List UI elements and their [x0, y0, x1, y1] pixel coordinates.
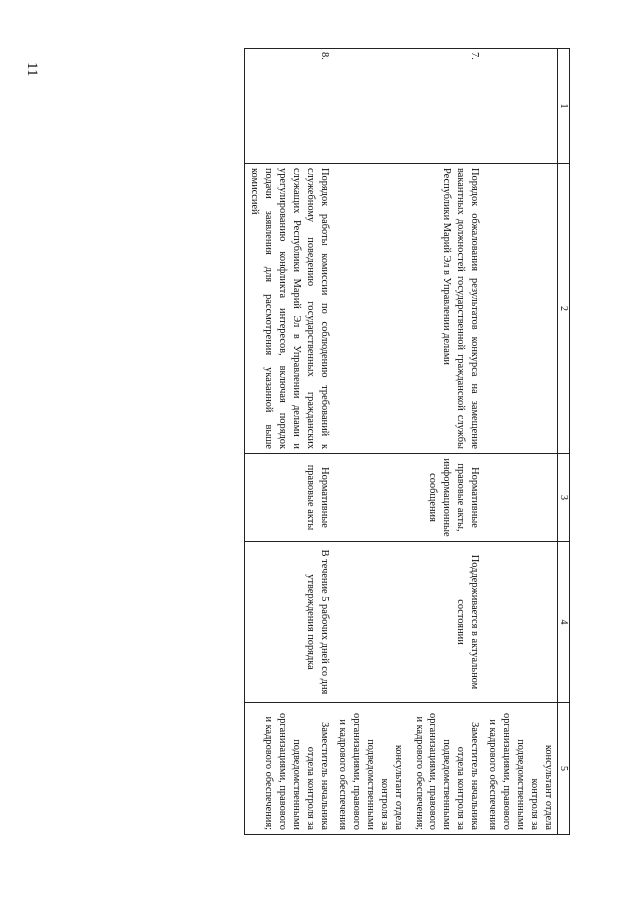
header-col-5: 5	[558, 703, 570, 835]
row-responsible: Заместитель начальника отдела контроля за подведомственными организациями, правового и кадрового обеспечения;	[245, 703, 333, 835]
header-col-3: 3	[558, 454, 570, 542]
row-name: Порядок обжалования результатов конкурса на замещение вакантных должностей государственной гражданской службы Республики Марий Эл в Управлении делами	[333, 164, 483, 454]
row-form: Нормативные правовые акты, информационные сообщения	[333, 454, 483, 542]
table-row	[333, 49, 483, 835]
header-col-2: 2	[558, 164, 570, 454]
table-row	[483, 49, 557, 835]
row-term	[483, 542, 557, 703]
row-responsible-cell	[333, 703, 483, 835]
row-number: 7.	[333, 49, 483, 164]
row-responsible: Заместитель начальника отдела контроля за подведомственными организациями, правового и кадрового обеспечения;	[413, 713, 481, 830]
row-term: Поддерживается в актуальном состоянии	[333, 542, 483, 703]
row-name	[483, 164, 557, 454]
table-row	[245, 49, 333, 835]
page-number: 11	[24, 62, 40, 77]
row-number	[483, 49, 557, 164]
paragraph-gap	[405, 707, 412, 830]
row-term: В течение 5 рабочих дней со дня утверждения порядка	[245, 542, 333, 703]
row-form	[483, 454, 557, 542]
row-name: Порядок работы комиссии по соблюдению требований к служебному поведению государственных гражданских служащих Республики Марий Эл в Управлении делами и урегулированию конфликта интересов, включая порядок подачи заявления для рассмотрения указанной выше комиссией	[245, 164, 333, 454]
information-table	[244, 48, 570, 835]
header-col-4: 4	[558, 542, 570, 703]
row-responsible-secondary: консультант отдела контроля за подведомственными организациями, правового и кадрового обеспечения	[336, 713, 404, 830]
header-col-1: 1	[558, 49, 570, 164]
rotated-table-block	[244, 48, 570, 835]
row-form: Нормативные правовые акты	[245, 454, 333, 542]
row-responsible: консультант отдела контроля за подведомственными организациями, правового и кадрового обеспечения	[483, 703, 557, 835]
row-number: 8.	[245, 49, 333, 164]
header-row	[558, 49, 570, 835]
